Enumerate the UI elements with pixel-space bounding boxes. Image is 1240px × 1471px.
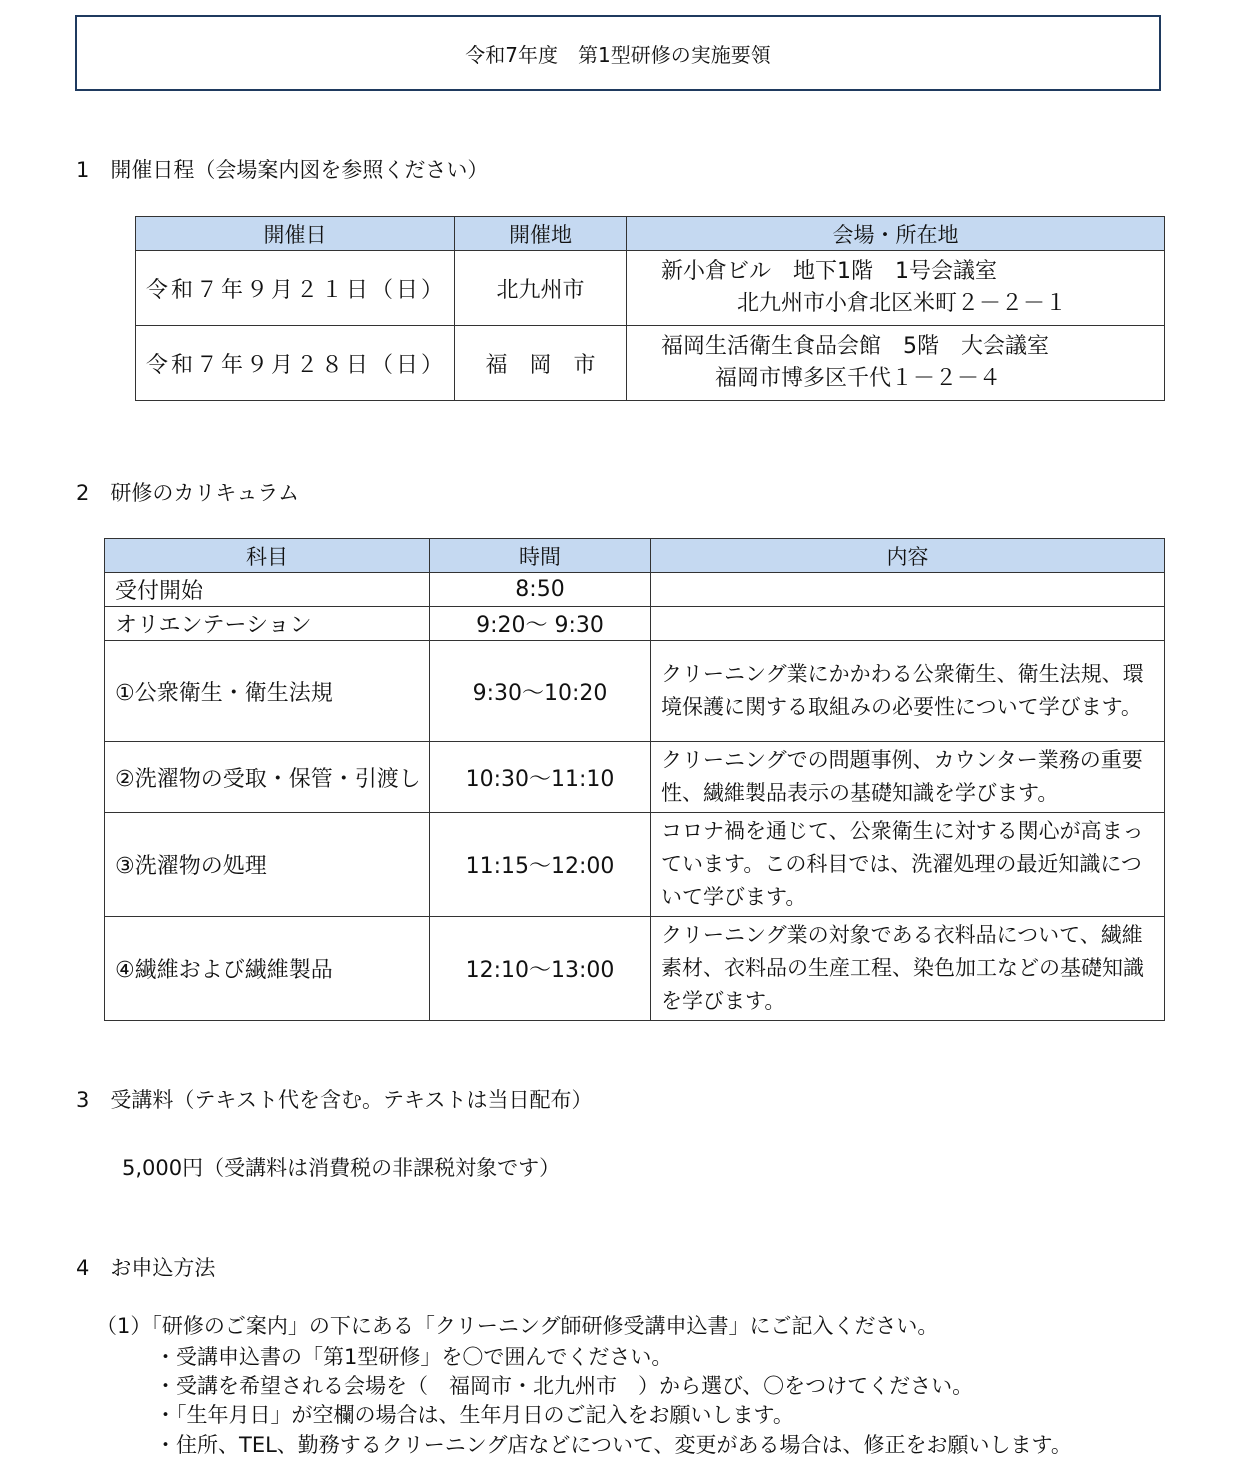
curriculum-subject: ②洗濯物の受取・保管・引渡し bbox=[105, 742, 430, 813]
curriculum-time: 8:50 bbox=[430, 573, 651, 607]
venue-address: 北九州市小倉北区米町２－２－１ bbox=[737, 291, 1068, 316]
curriculum-time: 9:20～ 9:30 bbox=[430, 607, 651, 641]
curriculum-content: クリーニング業の対象である衣料品について、繊維素材、衣料品の生産工程、染色加工などの基礎知識を学びます。 bbox=[651, 917, 1165, 1021]
table-row bbox=[105, 573, 1165, 607]
application-note: ・受講を希望される会場を（ 福岡市・北九州市 ）から選び、〇をつけてください。 bbox=[155, 1374, 974, 1398]
application-note: ・「生年月日」が空欄の場合は、生年月日のご記入をお願いします。 bbox=[155, 1403, 794, 1427]
curriculum-subject: ③洗濯物の処理 bbox=[105, 813, 430, 917]
curriculum-subject: 受付開始 bbox=[105, 573, 430, 607]
table-row bbox=[105, 641, 1165, 742]
table-row bbox=[105, 917, 1165, 1021]
header-subject: 科目 bbox=[105, 539, 430, 573]
schedule-header-row bbox=[136, 217, 1165, 251]
curriculum-subject: ①公衆衛生・衛生法規 bbox=[105, 641, 430, 742]
table-row bbox=[105, 742, 1165, 813]
section3-heading: 3 受講料（テキスト代を含む。テキストは当日配布） bbox=[76, 1088, 593, 1112]
header-date: 開催日 bbox=[136, 217, 455, 251]
curriculum-content bbox=[651, 607, 1165, 641]
curriculum-time: 10:30～11:10 bbox=[430, 742, 651, 813]
application-step-1: （1）「研修のご案内」の下にある「クリーニング師研修受講申込書」にご記入ください。 bbox=[96, 1314, 939, 1338]
section1-heading: 1 開催日程（会場案内図を参照ください） bbox=[76, 158, 489, 182]
schedule-city: 福 岡 市 bbox=[455, 326, 627, 401]
table-row bbox=[136, 326, 1165, 401]
venue-name: 福岡生活衛生食品会館 5階 大会議室 bbox=[661, 334, 1049, 359]
curriculum-content: クリーニング業にかかわる公衆衛生、衛生法規、環境保護に関する取組みの必要性について学びます。 bbox=[651, 641, 1165, 742]
table-row bbox=[105, 607, 1165, 641]
section4-heading: 4 お申込方法 bbox=[76, 1256, 216, 1280]
curriculum-time: 11:15～12:00 bbox=[430, 813, 651, 917]
header-city: 開催地 bbox=[455, 217, 627, 251]
header-time: 時間 bbox=[430, 539, 651, 573]
schedule-date: 令和７年９月２１日（日） bbox=[136, 251, 455, 326]
curriculum-content bbox=[651, 573, 1165, 607]
curriculum-content: クリーニングでの問題事例、カウンター業務の重要性、繊維製品表示の基礎知識を学びます。 bbox=[651, 742, 1165, 813]
schedule-city: 北九州市 bbox=[455, 251, 627, 326]
header-content: 内容 bbox=[651, 539, 1165, 573]
schedule-table bbox=[135, 216, 1165, 401]
venue-address: 福岡市博多区千代１－２－４ bbox=[715, 366, 1002, 391]
curriculum-table bbox=[104, 538, 1165, 1021]
application-note: ・受講申込書の「第1型研修」を〇で囲んでください。 bbox=[155, 1345, 673, 1369]
curriculum-header-row bbox=[105, 539, 1165, 573]
venue-name: 新小倉ビル 地下1階 1号会議室 bbox=[661, 259, 997, 284]
page-title: 令和7年度 第1型研修の実施要領 bbox=[75, 15, 1161, 91]
section2-heading: 2 研修のカリキュラム bbox=[76, 481, 300, 505]
application-note: ・住所、TEL、勤務するクリーニング店などについて、変更がある場合は、修正をお願いします。 bbox=[155, 1433, 1072, 1457]
table-row bbox=[136, 251, 1165, 326]
schedule-venue-cell bbox=[627, 251, 1165, 326]
fee-text: 5,000円（受講料は消費税の非課税対象です） bbox=[122, 1156, 561, 1180]
curriculum-time: 9:30～10:20 bbox=[430, 641, 651, 742]
curriculum-subject: オリエンテーション bbox=[105, 607, 430, 641]
table-row bbox=[105, 813, 1165, 917]
schedule-date: 令和７年９月２８日（日） bbox=[136, 326, 455, 401]
curriculum-time: 12:10～13:00 bbox=[430, 917, 651, 1021]
curriculum-subject: ④繊維および繊維製品 bbox=[105, 917, 430, 1021]
curriculum-content: コロナ禍を通じて、公衆衛生に対する関心が高まっています。この科目では、洗濯処理の最近知識について学びます。 bbox=[651, 813, 1165, 917]
schedule-venue-cell bbox=[627, 326, 1165, 401]
header-venue: 会場・所在地 bbox=[627, 217, 1165, 251]
